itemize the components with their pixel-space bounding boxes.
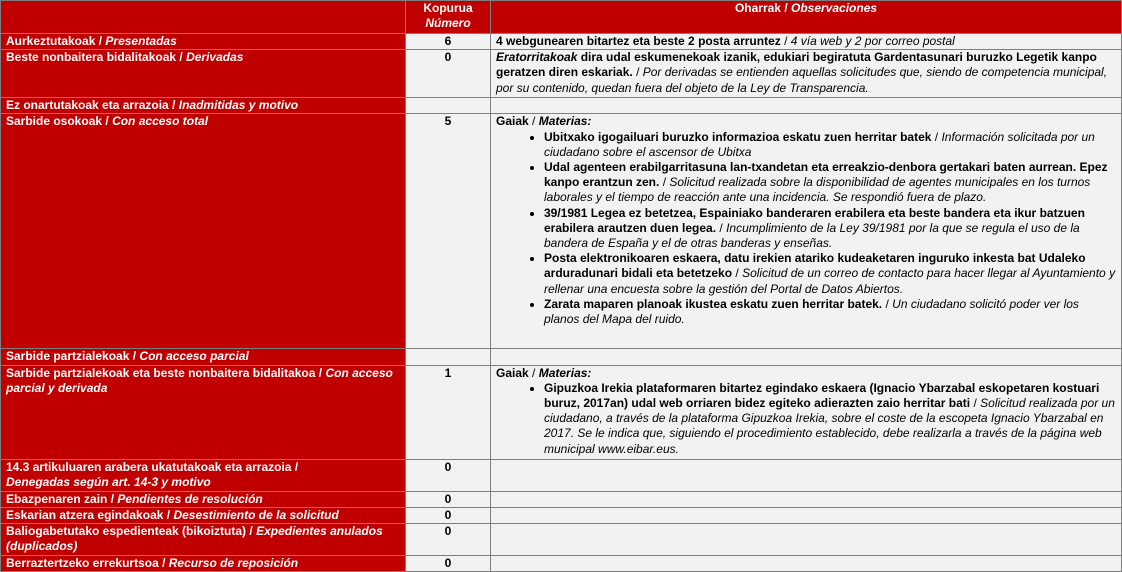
row-label: Ebazpenaren zain / Pendientes de resolución bbox=[1, 491, 406, 507]
table-row bbox=[1, 34, 1122, 50]
row-value: 0 bbox=[406, 507, 491, 523]
row-observation: Eratorritakoak dira udal eskumenekoak izanik, edukiari begiratuta Gardentasunari buruzko Legetik kanpo geratzen diren eskariak. / Por derivadas se entienden aquellas solicitudes que, siendo de competencia municipal, por su contenido, quedan fuera del objeto de la Ley de Transparencia. bbox=[491, 50, 1122, 98]
row-label: Sarbide osokoak / Con acceso total bbox=[1, 114, 406, 349]
row-value: 5 bbox=[406, 114, 491, 349]
topics-heading: Gaiak / Materias: bbox=[496, 114, 592, 129]
table-row bbox=[1, 524, 1122, 556]
row-label: Ez onartutakoak eta arrazoia / Inadmitidas y motivo bbox=[1, 98, 406, 114]
table-row bbox=[1, 365, 1122, 459]
row-label: Beste nonbaitera bidalitakoak / Derivadas bbox=[1, 50, 406, 98]
row-observation bbox=[491, 507, 1122, 523]
row-observation bbox=[491, 365, 1122, 459]
row-label: Eskarian atzera egindakoak / Desestimiento de la solicitud bbox=[1, 507, 406, 523]
row-observation bbox=[491, 98, 1122, 114]
row-label: Sarbide partzialekoak eta beste nonbaitera bidalitakoa / Con acceso parcial y derivada bbox=[1, 365, 406, 459]
table-row bbox=[1, 98, 1122, 114]
row-label: Aurkeztutakoak / Presentadas bbox=[1, 34, 406, 50]
row-value: 0 bbox=[406, 556, 491, 572]
row-observation bbox=[491, 459, 1122, 491]
row-observation bbox=[491, 114, 1122, 349]
row-observation bbox=[491, 491, 1122, 507]
row-observation: 4 webgunearen bitartez eta beste 2 posta arruntez / 4 vía web y 2 por correo postal bbox=[491, 34, 1122, 50]
topics-list bbox=[496, 130, 1116, 328]
row-observation bbox=[491, 556, 1122, 572]
list-item: • Zarata maparen planoak ikustea eskatu zuen herritar batek. / Un ciudadano solicitó poder ver los planos del Mapa del ruido. bbox=[544, 297, 1116, 327]
row-value: 0 bbox=[406, 50, 491, 98]
row-label: 14.3 artikuluaren arabera ukatutakoak eta arrazoia / Denegadas según art. 14-3 y motivo bbox=[1, 459, 406, 491]
table-row bbox=[1, 50, 1122, 98]
row-value: 0 bbox=[406, 524, 491, 556]
list-item: • Posta elektronikoaren eskaera, datu irekien atariko kudeaketaren inguruko inkesta bat Udaleko arduradunari bidali eta betetzeko / Solicitud de un correo de contacto para hacer llegar al Ayuntamiento y rellenar una encuesta sobre la gestión del Portal de Datos Abiertos. bbox=[544, 251, 1116, 297]
table-row bbox=[1, 114, 1122, 349]
header-number-cell: Kopurua Número bbox=[406, 1, 491, 34]
table-header-row bbox=[1, 1, 1122, 34]
list-item: • Ubitxako igogailuari buruzko informazioa eskatu zuen herritar batek / Información solicitada por un ciudadano sobre el ascensor de Ubitxa bbox=[544, 130, 1116, 160]
header-label-cell bbox=[1, 1, 406, 34]
header-observations-cell: Oharrak / Observaciones bbox=[491, 1, 1122, 34]
row-value: 1 bbox=[406, 365, 491, 459]
row-label: Berraztertzeko errekurtsoa / Recurso de reposición bbox=[1, 556, 406, 572]
table-row bbox=[1, 349, 1122, 365]
topics-list bbox=[496, 381, 1116, 457]
list-item: • 39/1981 Legea ez betetzea, Espainiako banderaren erabilera eta beste bandera eta ikur batzuen erabilera arautzen duen legea. / Incumplimiento de la Ley 39/1981 por la que se regula el uso de la bandera de España y el de otras banderas y enseñas. bbox=[544, 206, 1116, 252]
row-value bbox=[406, 349, 491, 365]
table-row bbox=[1, 507, 1122, 523]
row-value: 0 bbox=[406, 491, 491, 507]
row-value bbox=[406, 98, 491, 114]
row-value: 6 bbox=[406, 34, 491, 50]
topics-heading: Gaiak / Materias: bbox=[496, 365, 592, 380]
row-observation bbox=[491, 524, 1122, 556]
table-row bbox=[1, 491, 1122, 507]
list-item: • Gipuzkoa Irekia plataformaren bitartez egindako eskaera (Ignacio Ybarzabal eskopetaren kostuari buruz, 2017an) udal web orriaren bidez egiteko adierazten zaio herritar bati / Solicitud realizada por un ciudadano, a través de la plataforma Gipuzkoa Irekia, sobre el coste de la escopeta Ignacio Ybarzabal en 2017. Se le indica que, siguiendo el procedimiento establecido, debe realizarla a través de la página web municipal www.eibar.eus. bbox=[544, 381, 1116, 457]
table-row bbox=[1, 556, 1122, 572]
row-label: Sarbide partzialekoak / Con acceso parcial bbox=[1, 349, 406, 365]
list-item: • Udal agenteen erabilgarritasuna lan-txandetan eta erreakzio-denbora gertakari baten aurrean. Epez kanpo erantzun zen. / Solicitud realizada sobre la disponibilidad de agentes municipales en los turnos laborales y el tiempo de reacción ante una incidencia. Se respondió fuera de plazo. bbox=[544, 160, 1116, 206]
table-row bbox=[1, 459, 1122, 491]
row-label: Baliogabetutako espedienteak (bikoiztuta) / Expedientes anulados (duplicados) bbox=[1, 524, 406, 556]
row-value: 0 bbox=[406, 459, 491, 491]
row-observation bbox=[491, 349, 1122, 365]
